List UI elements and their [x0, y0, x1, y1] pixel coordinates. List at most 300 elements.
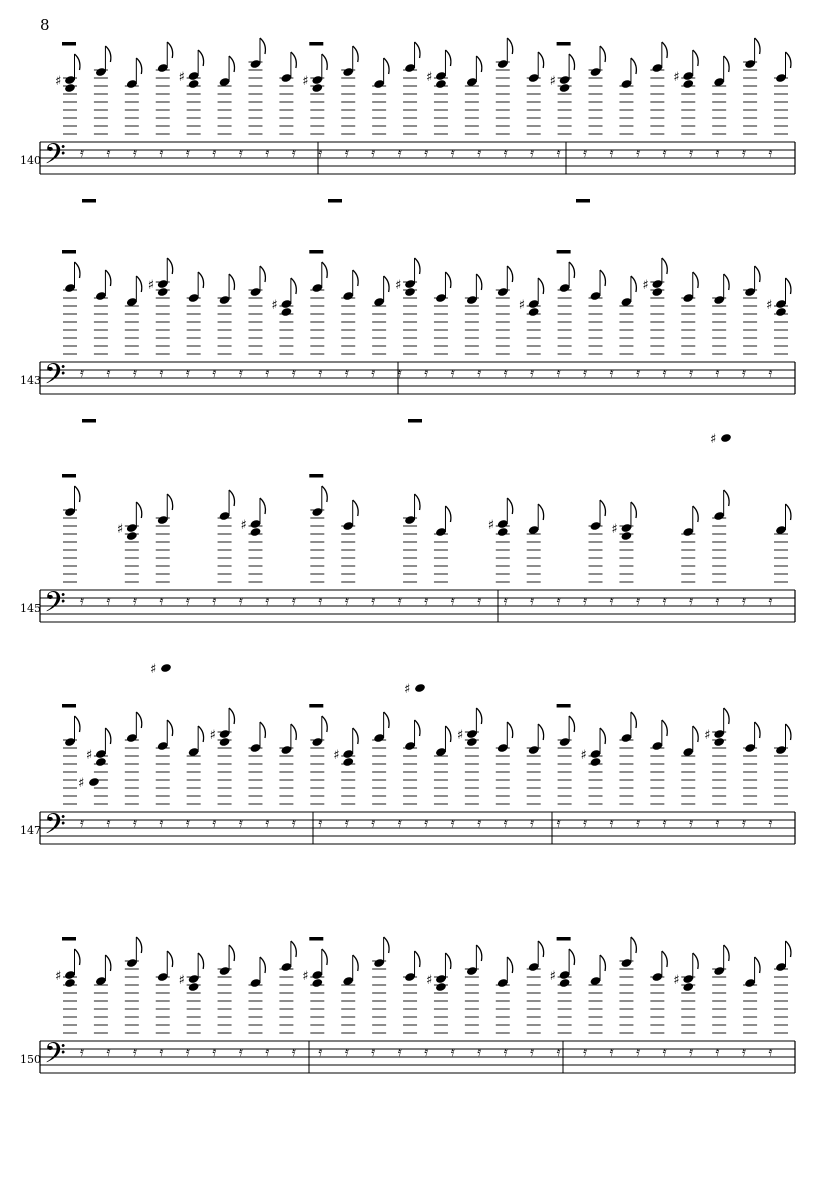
sixteenth-rest-icon: 𝄿 — [265, 594, 270, 609]
note-flag — [291, 52, 296, 68]
note-flag — [105, 270, 110, 286]
sixteenth-rest-icon: 𝄿 — [344, 146, 349, 161]
sixteenth-rest-icon: 𝄿 — [397, 594, 402, 609]
notehead — [590, 757, 602, 767]
sixteenth-rest-icon: 𝄿 — [768, 594, 773, 609]
note-flag — [75, 54, 80, 70]
sharp-icon: ♯ — [178, 70, 185, 85]
sixteenth-rest-icon: 𝄿 — [106, 366, 111, 381]
sixteenth-rest-icon: 𝄿 — [768, 816, 773, 831]
sharp-icon: ♯ — [147, 278, 155, 293]
note-flag — [167, 42, 172, 58]
sixteenth-rest-icon: 𝄿 — [344, 1045, 349, 1060]
note-flag — [445, 272, 450, 288]
sixteenth-rest-icon: 𝄿 — [742, 366, 747, 381]
sixteenth-rest-icon: 𝄿 — [185, 366, 190, 381]
sixteenth-rest-icon: 𝄿 — [556, 146, 561, 161]
note-flag — [786, 941, 791, 957]
note-flag — [755, 38, 760, 54]
sixteenth-rest-icon: 𝄿 — [371, 1045, 376, 1060]
measure-number-145: 145 — [20, 602, 41, 615]
note-flag — [631, 58, 636, 74]
whole-rest-icon — [309, 937, 323, 941]
note-flag — [538, 52, 543, 68]
sixteenth-rest-icon: 𝄿 — [344, 594, 349, 609]
sixteenth-rest-icon: 𝄿 — [238, 146, 243, 161]
sixteenth-rest-icon: 𝄿 — [583, 1045, 588, 1060]
sixteenth-rest-icon: 𝄿 — [715, 146, 720, 161]
note-flag — [693, 50, 698, 66]
sixteenth-rest-icon: 𝄿 — [424, 594, 429, 609]
sharp-icon: ♯ — [55, 969, 62, 984]
note-flag — [291, 724, 296, 740]
note-flag — [229, 274, 234, 290]
note-flag — [322, 486, 327, 502]
note-flag — [260, 266, 265, 282]
sixteenth-rest-icon: 𝄿 — [530, 366, 535, 381]
sixteenth-rest-icon: 𝄿 — [159, 816, 164, 831]
sixteenth-rest-icon: 𝄿 — [636, 1045, 641, 1060]
note-flag — [198, 272, 203, 288]
sixteenth-rest-icon: 𝄿 — [185, 594, 190, 609]
sixteenth-rest-icon: 𝄿 — [132, 1045, 137, 1060]
sixteenth-rest-icon: 𝄿 — [530, 594, 535, 609]
notehead — [435, 79, 447, 89]
sharp-icon: ♯ — [333, 748, 340, 763]
notehead — [559, 978, 571, 988]
notehead — [651, 287, 663, 297]
note-flag — [445, 50, 450, 66]
sixteenth-rest-icon: 𝄿 — [556, 594, 561, 609]
note-flag — [538, 504, 543, 520]
note-flag — [415, 720, 420, 736]
note-flag — [755, 266, 760, 282]
note-flag — [291, 941, 296, 957]
bass-clef-icon: 𝄢 — [44, 1037, 66, 1077]
note-flag — [724, 945, 729, 961]
sixteenth-rest-icon: 𝄿 — [424, 1045, 429, 1060]
sixteenth-rest-icon: 𝄿 — [636, 146, 641, 161]
sharp-icon: ♯ — [518, 298, 525, 313]
sixteenth-rest-icon: 𝄿 — [689, 816, 694, 831]
note-flag — [724, 708, 729, 724]
sixteenth-rest-icon: 𝄿 — [132, 594, 137, 609]
note-flag — [136, 276, 141, 292]
sixteenth-rest-icon: 𝄿 — [291, 366, 296, 381]
note-flag — [538, 724, 543, 740]
sharp-icon: ♯ — [55, 74, 62, 89]
whole-rest-icon — [62, 937, 76, 941]
note-flag — [724, 490, 729, 506]
note-flag — [291, 278, 296, 294]
notehead — [528, 307, 540, 317]
notehead — [95, 757, 107, 767]
note-flag — [198, 726, 203, 742]
sixteenth-rest-icon: 𝄿 — [424, 816, 429, 831]
note-flag — [600, 500, 605, 516]
sixteenth-rest-icon: 𝄿 — [556, 1045, 561, 1060]
sharp-icon: ♯ — [395, 278, 402, 293]
note-flag — [167, 720, 172, 736]
sixteenth-rest-icon: 𝄿 — [609, 594, 614, 609]
bass-clef-icon: 𝄢 — [44, 808, 66, 848]
bass-clef-icon: 𝄢 — [44, 358, 66, 398]
note-flag — [415, 42, 420, 58]
sixteenth-rest-icon: 𝄿 — [212, 816, 217, 831]
sixteenth-rest-icon: 𝄿 — [503, 594, 508, 609]
note-flag — [600, 46, 605, 62]
sixteenth-rest-icon: 𝄿 — [768, 366, 773, 381]
note-flag — [569, 262, 574, 278]
note-flag — [260, 722, 265, 738]
sixteenth-rest-icon: 𝄿 — [344, 366, 349, 381]
sixteenth-rest-icon: 𝄿 — [556, 816, 561, 831]
sixteenth-rest-icon: 𝄿 — [689, 366, 694, 381]
sixteenth-rest-icon: 𝄿 — [159, 594, 164, 609]
sixteenth-rest-icon: 𝄿 — [477, 146, 482, 161]
note-flag — [786, 724, 791, 740]
sixteenth-rest-icon: 𝄿 — [291, 816, 296, 831]
sixteenth-rest-icon: 𝄿 — [715, 594, 720, 609]
notehead — [157, 287, 169, 297]
note-flag — [786, 278, 791, 294]
sixteenth-rest-icon: 𝄿 — [662, 146, 667, 161]
note-flag — [322, 54, 327, 70]
note-flag — [507, 498, 512, 514]
note-flag — [260, 498, 265, 514]
note-flag — [229, 56, 234, 72]
note-flag — [631, 276, 636, 292]
sharp-icon: ♯ — [150, 662, 157, 677]
sixteenth-rest-icon: 𝄿 — [742, 146, 747, 161]
note-flag — [75, 716, 80, 732]
notehead — [682, 79, 694, 89]
note-flag — [569, 949, 574, 965]
sixteenth-rest-icon: 𝄿 — [424, 146, 429, 161]
sixteenth-rest-icon: 𝄿 — [477, 366, 482, 381]
sixteenth-rest-icon: 𝄿 — [715, 816, 720, 831]
notehead — [250, 527, 262, 537]
note-flag — [693, 726, 698, 742]
notehead — [682, 982, 694, 992]
sixteenth-rest-icon: 𝄿 — [265, 366, 270, 381]
whole-rest-icon — [62, 474, 76, 478]
sixteenth-rest-icon: 𝄿 — [397, 146, 402, 161]
whole-rest-icon — [82, 419, 96, 423]
sixteenth-rest-icon: 𝄿 — [185, 146, 190, 161]
sixteenth-rest-icon: 𝄿 — [397, 816, 402, 831]
note-flag — [353, 500, 358, 516]
sixteenth-rest-icon: 𝄿 — [185, 816, 190, 831]
sixteenth-rest-icon: 𝄿 — [503, 366, 508, 381]
sixteenth-rest-icon: 𝄿 — [132, 816, 137, 831]
sixteenth-rest-icon: 𝄿 — [477, 816, 482, 831]
note-flag — [786, 504, 791, 520]
sixteenth-rest-icon: 𝄿 — [265, 1045, 270, 1060]
notehead — [64, 83, 76, 93]
note-flag — [229, 708, 234, 724]
notehead — [126, 531, 138, 541]
note-flag — [693, 953, 698, 969]
notehead — [621, 531, 633, 541]
sixteenth-rest-icon: 𝄿 — [662, 816, 667, 831]
note-flag — [353, 728, 358, 744]
sixteenth-rest-icon: 𝄿 — [318, 146, 323, 161]
note-flag — [75, 486, 80, 502]
note-flag — [415, 258, 420, 274]
sixteenth-rest-icon: 𝄿 — [609, 1045, 614, 1060]
notehead — [775, 307, 787, 317]
sixteenth-rest-icon: 𝄿 — [132, 146, 137, 161]
sixteenth-rest-icon: 𝄿 — [80, 1045, 84, 1060]
notehead — [311, 83, 323, 93]
note-flag — [755, 957, 760, 973]
notehead — [466, 737, 478, 747]
sixteenth-rest-icon: 𝄿 — [477, 1045, 482, 1060]
notehead — [497, 527, 509, 537]
note-flag — [384, 937, 389, 953]
sixteenth-rest-icon: 𝄿 — [450, 146, 455, 161]
sixteenth-rest-icon: 𝄿 — [106, 1045, 111, 1060]
note-flag — [507, 957, 512, 973]
whole-rest-icon — [557, 704, 571, 708]
measure-number-150: 150 — [20, 1053, 41, 1066]
note-flag — [353, 955, 358, 971]
bass-clef-icon: 𝄢 — [44, 138, 66, 178]
sixteenth-rest-icon: 𝄿 — [530, 1045, 535, 1060]
sharp-icon: ♯ — [271, 298, 278, 313]
sharp-icon: ♯ — [425, 973, 433, 988]
sixteenth-rest-icon: 𝄿 — [503, 816, 508, 831]
notehead — [404, 287, 416, 297]
note-flag — [75, 262, 80, 278]
sixteenth-rest-icon: 𝄿 — [159, 146, 164, 161]
sixteenth-rest-icon: 𝄿 — [212, 594, 217, 609]
sixteenth-rest-icon: 𝄿 — [583, 146, 588, 161]
note-flag — [569, 716, 574, 732]
sixteenth-rest-icon: 𝄿 — [450, 594, 455, 609]
sixteenth-rest-icon: 𝄿 — [609, 146, 614, 161]
sixteenth-rest-icon: 𝄿 — [742, 816, 747, 831]
sixteenth-rest-icon: 𝄿 — [265, 816, 270, 831]
sixteenth-rest-icon: 𝄿 — [318, 1045, 323, 1060]
note-flag — [322, 262, 327, 278]
sharp-icon: ♯ — [673, 70, 680, 85]
sharp-icon: ♯ — [404, 682, 411, 697]
note-flag — [229, 945, 234, 961]
sixteenth-rest-icon: 𝄿 — [371, 816, 376, 831]
whole-rest-icon — [82, 199, 96, 203]
note-flag — [693, 272, 698, 288]
whole-rest-icon — [62, 250, 76, 254]
sharp-icon: ♯ — [425, 70, 433, 85]
sixteenth-rest-icon: 𝄿 — [80, 594, 84, 609]
note-flag — [105, 955, 110, 971]
note-flag — [445, 726, 450, 742]
note-flag — [693, 506, 698, 522]
note-flag — [229, 490, 234, 506]
note-flag — [724, 274, 729, 290]
note-flag — [136, 502, 141, 518]
sixteenth-rest-icon: 𝄿 — [583, 594, 588, 609]
sixteenth-rest-icon: 𝄿 — [450, 366, 455, 381]
note-flag — [662, 951, 667, 967]
note-flag — [476, 56, 481, 72]
sixteenth-rest-icon: 𝄿 — [583, 366, 588, 381]
note-flag — [415, 494, 420, 510]
whole-rest-icon — [557, 250, 571, 254]
sixteenth-rest-icon: 𝄿 — [291, 146, 296, 161]
sixteenth-rest-icon: 𝄿 — [397, 366, 402, 381]
sixteenth-rest-icon: 𝄿 — [106, 816, 111, 831]
sixteenth-rest-icon: 𝄿 — [212, 146, 217, 161]
note-flag — [600, 728, 605, 744]
sharp-icon: ♯ — [549, 969, 556, 984]
sixteenth-rest-icon: 𝄿 — [371, 594, 376, 609]
sixteenth-rest-icon: 𝄿 — [689, 146, 694, 161]
note-flag — [724, 56, 729, 72]
notehead — [188, 982, 200, 992]
sixteenth-rest-icon: 𝄿 — [397, 1045, 402, 1060]
sixteenth-rest-icon: 𝄿 — [80, 816, 84, 831]
whole-rest-icon — [557, 937, 571, 941]
note-flag — [476, 945, 481, 961]
notehead — [188, 79, 200, 89]
note-flag — [353, 270, 358, 286]
whole-rest-icon — [557, 42, 571, 46]
sharp-icon: ♯ — [487, 518, 495, 533]
note-flag — [445, 506, 450, 522]
note-flag — [136, 712, 141, 728]
notehead — [160, 663, 172, 673]
sixteenth-rest-icon: 𝄿 — [556, 366, 561, 381]
sharp-icon: ♯ — [240, 518, 247, 533]
note-flag — [415, 951, 420, 967]
note-flag — [786, 52, 791, 68]
sixteenth-rest-icon: 𝄿 — [742, 1045, 747, 1060]
sharp-icon: ♯ — [456, 728, 464, 743]
notehead — [713, 737, 725, 747]
note-flag — [569, 54, 574, 70]
whole-rest-icon — [62, 42, 76, 46]
note-flag — [631, 712, 636, 728]
sharp-icon: ♯ — [642, 278, 649, 293]
sharp-icon: ♯ — [549, 74, 556, 89]
note-flag — [353, 46, 358, 62]
note-flag — [662, 258, 667, 274]
sixteenth-rest-icon: 𝄿 — [80, 366, 84, 381]
note-flag — [507, 722, 512, 738]
note-flag — [260, 957, 265, 973]
note-flag — [167, 258, 172, 274]
note-flag — [167, 951, 172, 967]
sixteenth-rest-icon: 𝄿 — [609, 816, 614, 831]
sharp-icon: ♯ — [302, 74, 309, 89]
note-flag — [322, 949, 327, 965]
sixteenth-rest-icon: 𝄿 — [132, 366, 137, 381]
measure-number-140: 140 — [20, 154, 41, 167]
whole-rest-icon — [576, 199, 590, 203]
note-flag — [476, 274, 481, 290]
note-flag — [476, 708, 481, 724]
notehead — [435, 982, 447, 992]
note-flag — [322, 716, 327, 732]
sixteenth-rest-icon: 𝄿 — [344, 816, 349, 831]
sharp-icon: ♯ — [673, 973, 680, 988]
sixteenth-rest-icon: 𝄿 — [636, 594, 641, 609]
note-flag — [260, 38, 265, 54]
note-flag — [167, 494, 172, 510]
note-flag — [631, 502, 636, 518]
sharp-icon: ♯ — [78, 776, 85, 791]
sharp-icon: ♯ — [116, 522, 124, 537]
sixteenth-rest-icon: 𝄿 — [689, 594, 694, 609]
notehead — [88, 777, 100, 787]
sharp-icon: ♯ — [611, 522, 618, 537]
whole-rest-icon — [309, 42, 323, 46]
note-flag — [198, 50, 203, 66]
note-flag — [507, 38, 512, 54]
sharp-icon: ♯ — [302, 969, 309, 984]
sixteenth-rest-icon: 𝄿 — [450, 816, 455, 831]
sixteenth-rest-icon: 𝄿 — [768, 146, 773, 161]
sixteenth-rest-icon: 𝄿 — [318, 594, 323, 609]
sixteenth-rest-icon: 𝄿 — [371, 366, 376, 381]
sixteenth-rest-icon: 𝄿 — [636, 366, 641, 381]
notehead — [414, 683, 426, 693]
measure-number-147: 147 — [20, 824, 41, 837]
sixteenth-rest-icon: 𝄿 — [159, 1045, 164, 1060]
sixteenth-rest-icon: 𝄿 — [583, 816, 588, 831]
note-flag — [105, 46, 110, 62]
note-flag — [136, 937, 141, 953]
sixteenth-rest-icon: 𝄿 — [742, 594, 747, 609]
sixteenth-rest-icon: 𝄿 — [689, 1045, 694, 1060]
note-flag — [662, 42, 667, 58]
whole-rest-icon — [309, 250, 323, 254]
sixteenth-rest-icon: 𝄿 — [238, 816, 243, 831]
note-flag — [136, 58, 141, 74]
notehead — [720, 433, 732, 443]
sixteenth-rest-icon: 𝄿 — [185, 1045, 190, 1060]
sixteenth-rest-icon: 𝄿 — [609, 366, 614, 381]
notehead — [64, 978, 76, 988]
sixteenth-rest-icon: 𝄿 — [662, 594, 667, 609]
sixteenth-rest-icon: 𝄿 — [159, 366, 164, 381]
sixteenth-rest-icon: 𝄿 — [662, 1045, 667, 1060]
note-flag — [662, 720, 667, 736]
sixteenth-rest-icon: 𝄿 — [715, 1045, 720, 1060]
sharp-icon: ♯ — [178, 973, 185, 988]
sixteenth-rest-icon: 𝄿 — [106, 146, 111, 161]
whole-rest-icon — [408, 419, 422, 423]
sixteenth-rest-icon: 𝄿 — [212, 366, 217, 381]
sixteenth-rest-icon: 𝄿 — [715, 366, 720, 381]
sixteenth-rest-icon: 𝄿 — [80, 146, 84, 161]
sixteenth-rest-icon: 𝄿 — [238, 366, 243, 381]
sixteenth-rest-icon: 𝄿 — [212, 1045, 217, 1060]
note-flag — [384, 276, 389, 292]
sixteenth-rest-icon: 𝄿 — [371, 146, 376, 161]
sixteenth-rest-icon: 𝄿 — [424, 366, 429, 381]
sixteenth-rest-icon: 𝄿 — [238, 594, 243, 609]
note-flag — [507, 266, 512, 282]
note-flag — [198, 953, 203, 969]
sixteenth-rest-icon: 𝄿 — [318, 816, 323, 831]
sixteenth-rest-icon: 𝄿 — [503, 146, 508, 161]
sixteenth-rest-icon: 𝄿 — [530, 816, 535, 831]
sharp-icon: ♯ — [710, 432, 717, 447]
